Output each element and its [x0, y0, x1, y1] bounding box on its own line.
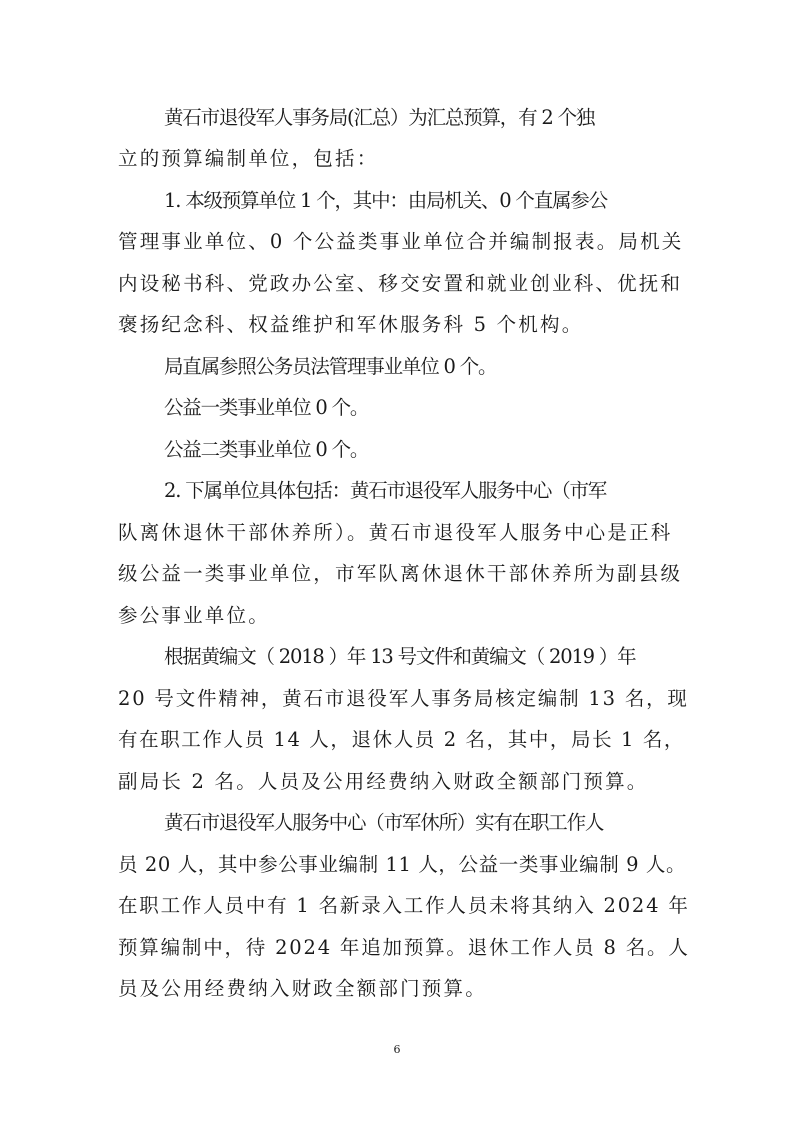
- text-line: 员及公用经费纳入财政全额部门预算。: [118, 977, 487, 1000]
- text-line: 内设秘书科、党政办公室、移交安置和就业创业科、优抚和: [118, 272, 683, 295]
- text-line: 有在职工作人员 14 人，退休人员 2 名，其中，局长 1 名，: [118, 728, 686, 751]
- text-line: 员 20 人，其中参公事业编制 11 人，公益一类事业编制 9 人。: [118, 853, 687, 876]
- page-number: 6: [393, 1043, 401, 1056]
- text-line: 根据黄编文（ 2018 ）年 13 号文件和黄编文（ 2019 ）年: [164, 645, 636, 668]
- text-line: 黄石市退役军人事务局(汇总）为汇总预算，有 2 个独: [164, 106, 595, 129]
- text-line: 级公益一类事业单位，市军队离休退休干部休养所为副县级: [118, 562, 683, 585]
- text-line: 队离休退休干部休养所）。黄石市退役军人服务中心是正科: [118, 521, 673, 544]
- text-line: 20 号文件精神，黄石市退役军人事务局核定编制 13 名，现: [118, 687, 689, 710]
- text-line: 管理事业单位、0 个公益类事业单位合并编制报表。局机关: [118, 230, 684, 253]
- text-line: 公益一类事业单位 0 个。: [164, 396, 369, 419]
- text-line: 1. 本级预算单位 1 个，其中：由局机关、0 个直属参公: [164, 189, 607, 212]
- text-line: 2. 下属单位具体包括：黄石市退役军人服务中心（市军: [164, 479, 607, 502]
- text-line: 公益二类事业单位 0 个。: [164, 438, 369, 461]
- text-line: 预算编制中，待 2024 年追加预算。退休工作人员 8 名。人: [118, 936, 690, 959]
- text-line: 褒扬纪念科、权益维护和军休服务科 5 个机构。: [118, 313, 584, 336]
- text-line: 立的预算编制单位，包括：: [118, 147, 379, 170]
- text-line: 黄石市退役军人服务中心（市军休所）实有在职工作人: [164, 811, 604, 834]
- text-line: 局直属参照公务员法管理事业单位 0 个。: [164, 355, 497, 378]
- text-line: 参公事业单位。: [118, 604, 270, 627]
- text-line: 副局长 2 名。人员及公用经费纳入财政全额部门预算。: [118, 770, 649, 793]
- text-line: 在职工作人员中有 1 名新录入工作人员未将其纳入 2024 年: [118, 894, 690, 917]
